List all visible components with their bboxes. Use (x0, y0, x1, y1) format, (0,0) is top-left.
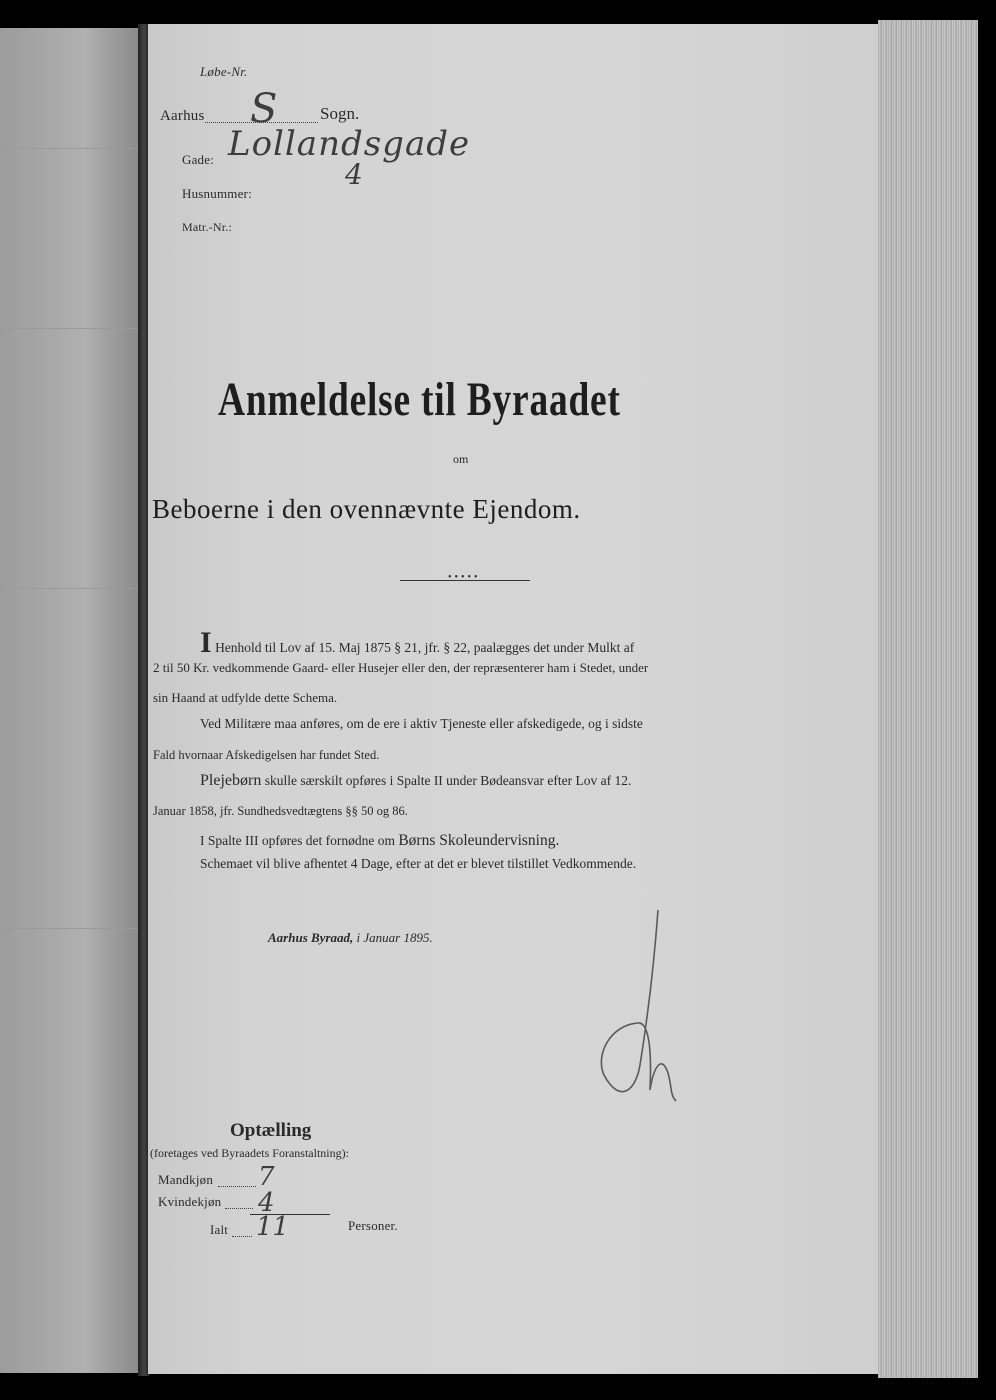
dateline-org: Aarhus Byraad, (268, 930, 354, 945)
parish-handwritten: S (250, 86, 278, 132)
total-label: Ialt (210, 1222, 229, 1237)
ruling-line (0, 588, 140, 589)
paragraph-4 (200, 832, 559, 850)
house-number-handwritten: 4 (345, 158, 363, 191)
dateline-date: i Januar 1895. (356, 930, 433, 945)
drop-cap: I (200, 626, 212, 659)
paragraph-3-line-1-text: skulle særskilt opføres i Spalte II under Bødeansvar efter Lov af 12. (264, 773, 632, 788)
plejeborn-lead: Plejebørn (200, 772, 262, 789)
ruling-line (0, 148, 140, 149)
male-dotline (218, 1186, 256, 1187)
total-value: 11 (256, 1212, 290, 1242)
left-page (0, 28, 140, 1373)
street-handwritten: Lollandsgade (228, 124, 471, 164)
paragraph-3-line-2: Januar 1858, jfr. Sundhedsvedtægtens §§ 50 og 86. (153, 804, 408, 818)
total-dotline (232, 1236, 252, 1237)
female-value: 4 (258, 1188, 275, 1218)
male-value: 7 (258, 1162, 275, 1192)
paragraph-1-line-1-text: Henhold til Lov af 15. Maj 1875 § 21, jfr. § 22, paalægges det under Mulkt af (215, 640, 635, 655)
persons-label: Personer. (348, 1218, 398, 1233)
om-label: om (453, 452, 469, 466)
dateline (268, 930, 433, 946)
paragraph-2-line-2: Fald hvornaar Afskedigelsen har fundet Sted. (153, 748, 380, 762)
signature-mark (590, 905, 710, 1125)
street-label: Gade: (182, 152, 215, 167)
parish-label: Sogn. (320, 104, 360, 123)
lobe-nr-label: Løbe-Nr. (200, 64, 248, 79)
paragraph-5: Schemaet vil blive afhentet 4 Dage, efter at det er blevet tilstillet Vedkommende. (200, 856, 637, 871)
female-dotline (225, 1208, 253, 1209)
page-edges (878, 20, 978, 1378)
paragraph-4-emphasis: Børns Skoleundervisning. (398, 832, 560, 849)
city-label: Aarhus (160, 108, 205, 124)
paragraph-2-line-1: Ved Militære maa anføres, om de ere i aktiv Tjeneste eller afskedigede, og i sidste (200, 716, 643, 731)
paragraph-1-line-3: sin Haand at udfylde dette Schema. (153, 690, 338, 705)
female-label: Kvindekjøn (158, 1194, 222, 1209)
house-number-label: Husnummer: (182, 186, 252, 201)
paragraph-3-line-1 (200, 772, 631, 790)
census-heading: Optælling (230, 1120, 312, 1141)
census-note: (foretages ved Byraadets Foranstaltning): (150, 1146, 349, 1160)
male-label: Mandkjøn (158, 1172, 214, 1187)
document-subtitle: Beboerne i den ovennævnte Ejendom. (152, 494, 581, 524)
document-title: Anmeldelse til Byraadet (218, 373, 621, 426)
matr-label: Matr.-Nr.: (182, 220, 232, 234)
paragraph-1-line-2: 2 til 50 Kr. vedkommende Gaard- eller Husejer eller den, der repræsenterer ham i Stedet, under (153, 660, 649, 675)
ruling-line (0, 928, 140, 929)
ruling-line (0, 328, 140, 329)
paragraph-1-line-1 (200, 626, 634, 660)
ornament-dots: ••••• (448, 572, 481, 583)
paragraph-4-text: I Spalte III opføres det fornødne om (200, 833, 395, 848)
